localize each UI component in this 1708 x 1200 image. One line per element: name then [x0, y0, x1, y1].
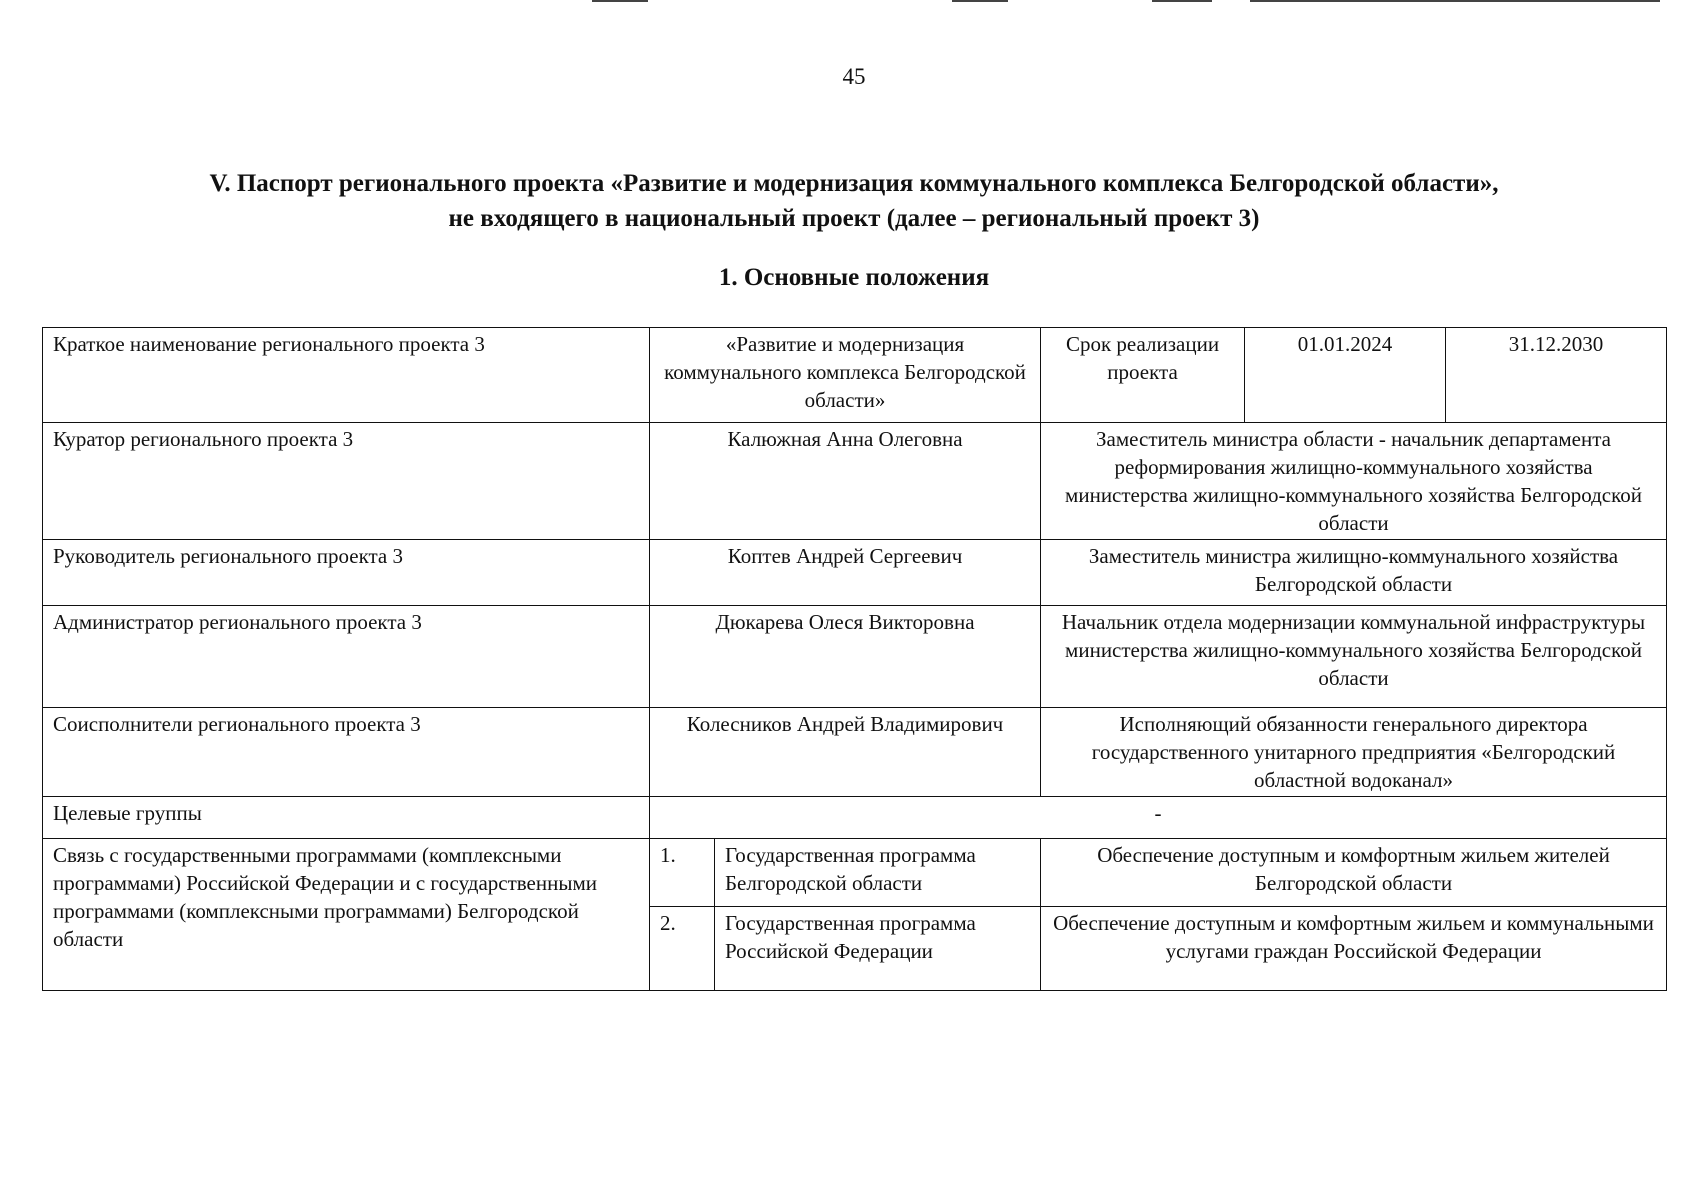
scan-artifact-line [592, 0, 648, 2]
program-name: Обеспечение доступным и комфортным жильем и коммунальными услугами граждан Российской Федерации [1041, 907, 1667, 991]
row-label-short-name: Краткое наименование регионального проекта 3 [43, 328, 650, 423]
program-number: 1. [650, 839, 715, 907]
table-row-co-executors [43, 708, 1667, 797]
table-row-target-groups [43, 797, 1667, 839]
administrator-position: Начальник отдела модернизации коммунальной инфраструктуры министерства жилищно-коммунального хозяйства Белгородской области [1041, 606, 1667, 708]
table-row-curator [43, 423, 1667, 540]
program-name: Обеспечение доступным и комфортным жильем жителей Белгородской области [1041, 839, 1667, 907]
scan-artifact-line [1152, 0, 1212, 2]
row-label-administrator: Администратор регионального проекта 3 [43, 606, 650, 708]
start-date: 01.01.2024 [1245, 328, 1446, 423]
row-label-co-executors: Соисполнители регионального проекта 3 [43, 708, 650, 797]
head-name: Коптев Андрей Сергеевич [650, 540, 1041, 606]
table-row-head [43, 540, 1667, 606]
end-date: 31.12.2030 [1446, 328, 1667, 423]
program-number: 2. [650, 907, 715, 991]
scan-artifact-line [1250, 0, 1660, 2]
row-label-target-groups: Целевые группы [43, 797, 650, 839]
project-short-name-value: «Развитие и модернизация коммунального комплекса Белгородской области» [650, 328, 1041, 423]
section-heading: 1. Основные положения [718, 264, 990, 291]
co-executor-position: Исполняющий обязанности генерального директора государственного унитарного предприятия «Белгородский областной водоканал» [1041, 708, 1667, 797]
curator-name: Калюжная Анна Олеговна [650, 423, 1041, 540]
document-title-line-1: V. Паспорт регионального проекта «Развитие и модернизация коммунального комплекса Белгородской области», [209, 170, 1499, 197]
target-groups-value: - [650, 797, 1667, 839]
row-label-programs: Связь с государственными программами (комплексными программами) Российской Федерации и с государственными программами (комплексными программами) Белгородской области [43, 839, 650, 991]
curator-position: Заместитель министра области - начальник департамента реформирования жилищно-коммунального хозяйства министерства жилищно-коммунального хозяйства Белгородской области [1041, 423, 1667, 540]
table-row-short-name [43, 328, 1667, 423]
page-number: 45 [842, 64, 866, 89]
document-title [0, 166, 1708, 236]
table-row-administrator [43, 606, 1667, 708]
document-title-line-2: не входящего в национальный проект (далее – региональный проект 3) [448, 205, 1260, 232]
implementation-period-label: Срок реализации проекта [1041, 328, 1245, 423]
administrator-name: Дюкарева Олеся Викторовна [650, 606, 1041, 708]
project-passport-table [42, 327, 1667, 991]
row-label-curator: Куратор регионального проекта 3 [43, 423, 650, 540]
head-position: Заместитель министра жилищно-коммунального хозяйства Белгородской области [1041, 540, 1667, 606]
program-type: Государственная программа Российской Федерации [715, 907, 1041, 991]
row-label-head: Руководитель регионального проекта 3 [43, 540, 650, 606]
program-type: Государственная программа Белгородской области [715, 839, 1041, 907]
co-executor-name: Колесников Андрей Владимирович [650, 708, 1041, 797]
scan-artifact-line [952, 0, 1008, 2]
table-row-program-1 [43, 839, 1667, 907]
